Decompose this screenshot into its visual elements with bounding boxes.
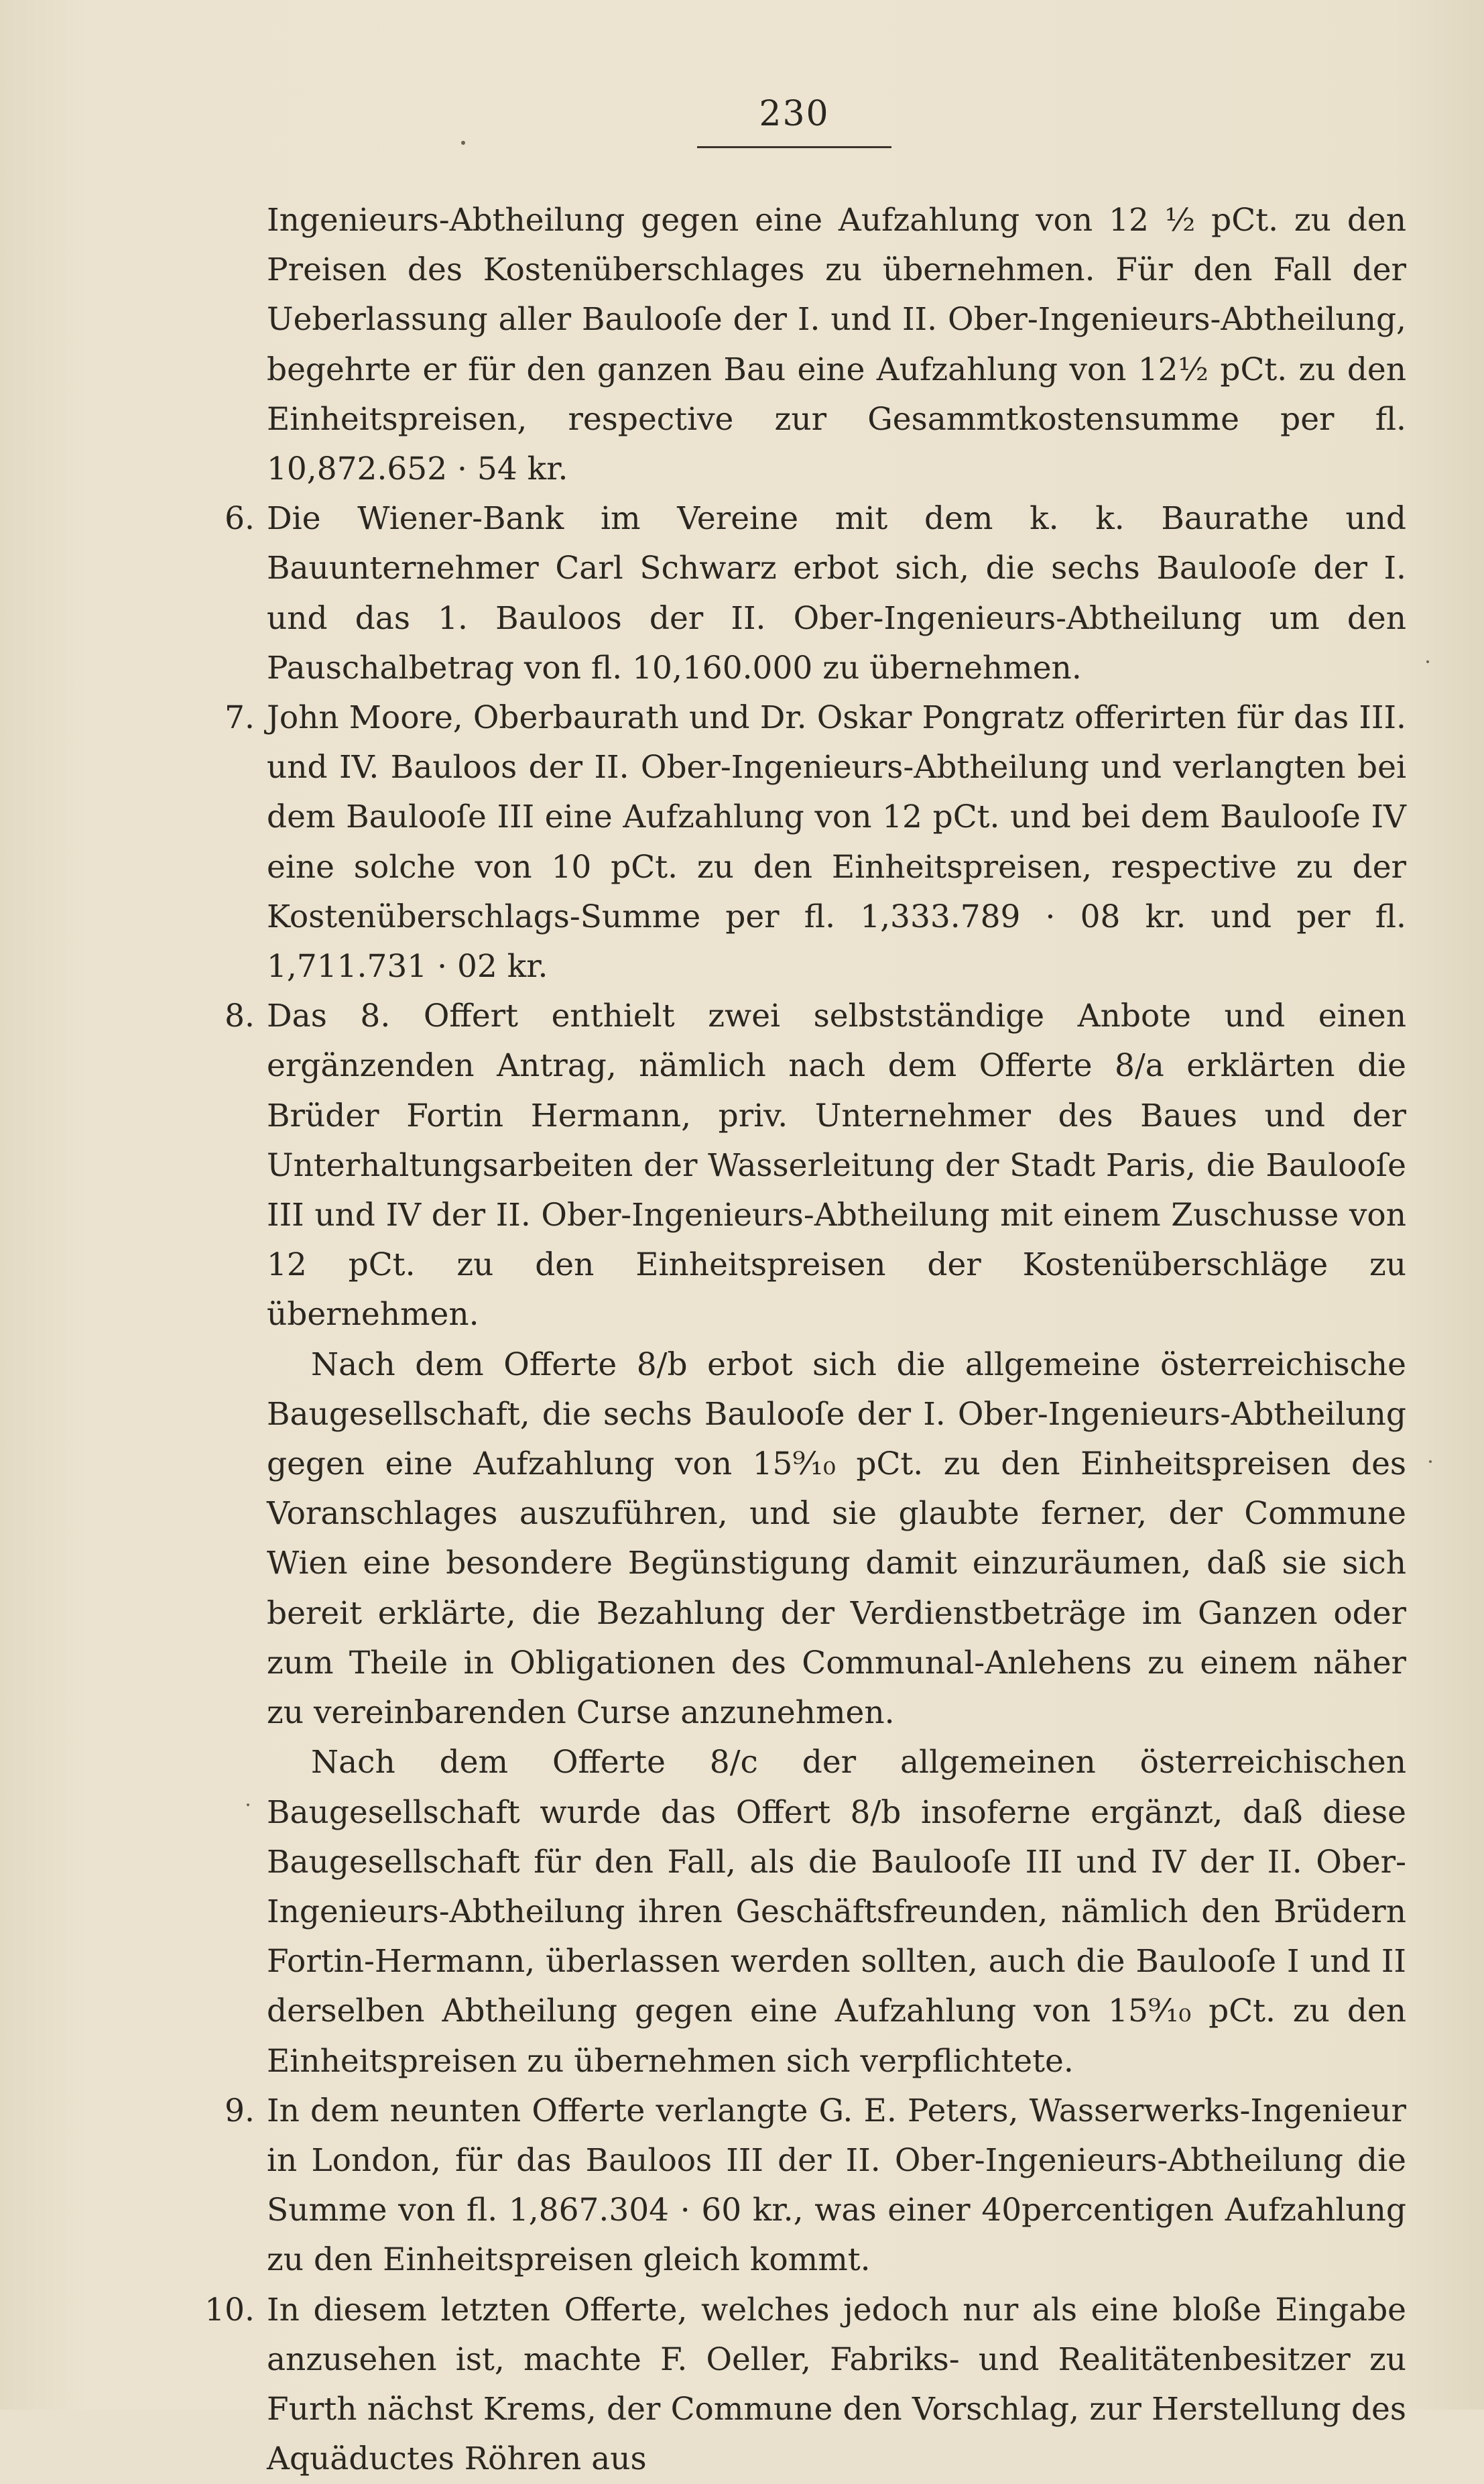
paper-speck [1426, 660, 1429, 663]
item-text: In dem neunten Offerte verlangte G. E. Peters, Wasserwerks-Ingenieur in London, für das Bauloos III der II. Ober-Ingenieurs-Abtheilung die Summe von fl. 1,867.304 · 60 kr., was einer 40percentigen Aufzahlung zu den Einheitspreisen gleich kommt. [267, 2092, 1406, 2279]
page-number-rule [697, 146, 891, 148]
item-number: 7. [225, 699, 255, 737]
list-item-7 [225, 693, 1406, 992]
list-item-10 [204, 2286, 1406, 2484]
item-text: Das 8. Offert enthielt zwei selbstständige Anbote und einen ergänzenden Antrag, nämlich nach dem Offerte 8/a erklärten die Brüder Fortin Hermann, priv. Unternehmer des Baues und der Unterhaltungsarbeiten der Wasserleitung der Stadt Paris, die Baulooſe III und IV der II. Ober-Ingenieurs-Abtheilung mit einem Zuschusse von 12 pCt. zu den Einheitspreisen der Kostenüberschläge zu übernehmen. [267, 998, 1406, 1334]
paper-speck [1429, 1460, 1432, 1463]
intro-paragraph: Ingenieurs-Abtheilung gegen eine Aufzahlung von 12 ½ pCt. zu den Preisen des Kostenüberschlages zu übernehmen. Für den Fall der Ueberlassung aller Baulooſe der I. und II. Ober-Ingenieurs-Abtheilung, begehrte er für den ganzen Bau eine Aufzahlung von 12½ pCt. zu den Einheitspreisen, respective zur Gesammtkostensumme per fl. 10,872.652 · 54 kr. [267, 202, 1406, 488]
item-number: 6. [225, 500, 255, 538]
item-number: 8. [225, 998, 255, 1035]
paper-speck [461, 141, 465, 145]
paragraph-offer-8b: Nach dem Offerte 8/b erbot sich die allgemeine österreichische Baugesellschaft, die sechs Baulooſe der I. Ober-Ingenieurs-Abtheilung gegen eine Aufzahlung von 15⁹⁄₁₀ pCt. zu den Einheitspreisen des Voranschlages auszuführen, und sie glaubte ferner, der Commune Wien eine besondere Begünstigung damit einzuräumen, daß sie sich bereit erklärte, die Bezahlung der Verdienstbeträge im Ganzen oder zum Theile in Obligationen des Communal-Anlehens zu einem näher zu vereinbarenden Curse anzunehmen. [267, 1346, 1406, 1732]
list-item-9 [225, 2086, 1406, 2286]
item-text: Die Wiener-Bank im Vereine mit dem k. k. Baurathe und Bauunternehmer Carl Schwarz erbot sich, die sechs Baulooſe der I. und das 1. Bauloos der II. Ober-Ingenieurs-Abtheilung um den Pauschalbetrag von fl. 10,160.000 zu übernehmen. [267, 500, 1406, 687]
item-text: In diesem letzten Offerte, welches jedoch nur als eine bloße Eingabe anzusehen ist, machte F. Oeller, Fabriks- und Realitätenbesitzer zu Furth nächst Krems, der Commune den Vorschlag, zur Herstellung des Aquäductes Röhren aus [267, 2291, 1406, 2478]
paragraph-offer-8c: Nach dem Offerte 8/c der allgemeinen österreichischen Baugesellschaft wurde das Offert 8/b insoferne ergänzt, daß diese Baugesellschaft für den Fall, als die Baulooſe III und IV der II. Ober-Ingenieurs-Abtheilung ihren Geschäftsfreunden, nämlich den Brüdern Fortin-Hermann, überlassen werden sollten, auch die Baulooſe I und II derselben Abtheilung gegen eine Aufzahlung von 15⁹⁄₁₀ pCt. zu den Einheitspreisen zu übernehmen sich verpflichtete. [267, 1744, 1406, 2080]
item-number: 10. [204, 2291, 255, 2328]
page-number: 230 [759, 94, 830, 134]
body-text [0, 196, 1484, 2484]
list-item-6 [225, 494, 1406, 693]
list-item-8 [225, 992, 1406, 1340]
item-number: 9. [225, 2092, 255, 2129]
item-text: John Moore, Oberbaurath und Dr. Oskar Pongratz offerirten für das III. und IV. Bauloos der II. Ober-Ingenieurs-Abtheilung und verlangten bei dem Baulooſe III eine Aufzahlung von 12 pCt. und bei dem Baulooſe IV eine solche von 10 pCt. zu den Einheitspreisen, respective zu der Kostenüberschlags-Summe per fl. 1,333.789 · 08 kr. und per fl. 1,711.731 · 02 kr. [267, 699, 1406, 986]
paper-speck [247, 1803, 249, 1806]
